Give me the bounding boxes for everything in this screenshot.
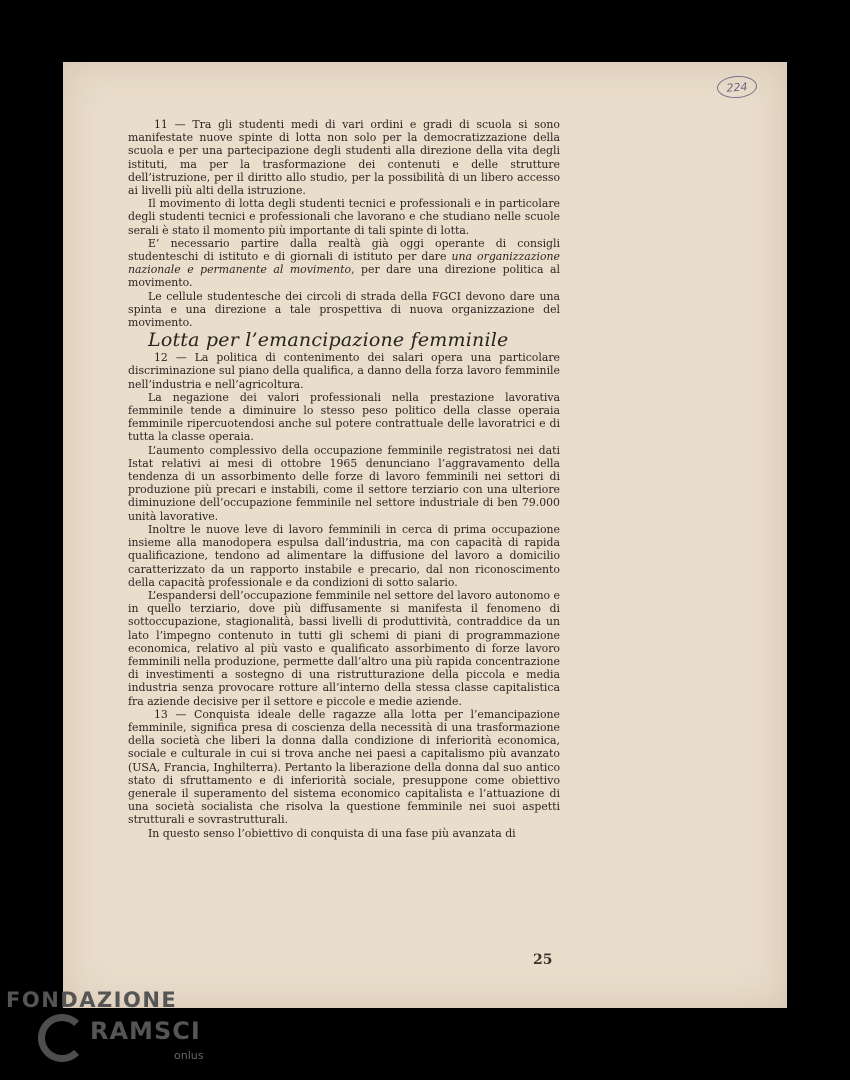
watermark-onlus: onlus (174, 1049, 204, 1062)
paragraph-necessario (128, 237, 560, 290)
paragraph-12: 12 — La politica di contenimento dei salari opera una particolare discriminazione sul piano della qualifica, a danno della forza lavoro femminile nell’industria e nell’agricoltura. (128, 351, 560, 391)
paragraph-necessario-after: , per dare una direzione politica al movimento. (128, 263, 560, 290)
archive-stamp: 224 (716, 75, 757, 100)
paragraph-inoltre: Inoltre le nuove leve di lavoro femminili in cerca di prima occupazione insieme alla manodopera espulsa dall’industria, ma con capacità di rapida qualificazione, tendono ad alimentare la diffusione del lavoro a domicilio caratterizzato da un rapporto instabile e precario, dal non riconoscimento della capacità professionale e da condizioni di sotto salario. (128, 522, 560, 589)
body-text (128, 118, 560, 840)
paragraph-cellule: Le cellule studentesche dei circoli di strada della FGCI devono dare una spinta e una direzione a tale prospettiva di nuova organizzazione del movimento. (128, 289, 560, 330)
page-number: 25 (533, 952, 553, 968)
paragraph-movimento: Il movimento di lotta degli studenti tecnici e professionali e in particolare degli studenti tecnici e professionali che lavorano e che studiano nelle scuole serali è stato il momento più importante di tali spinte di lotta. (128, 197, 560, 237)
paragraph-aumento: L’aumento complessivo della occupazione femminile registratosi nei dati Istat relativi ai mesi di ottobre 1965 denunciano l’aggravamento della tendenza di un assorbimento delle forze di lavoro femminili nei settori di produzione più precari e instabili, come il settore terziario con una ulteriore diminuzione dell’occupazione femminile nel settore industriale di ben 79.000 unità lavorative. (128, 443, 560, 523)
paragraph-11: 11 — Tra gli studenti medi di vari ordini e gradi di scuola si sono manifestate nuove spinte di lotta non solo per la democratizzazione della scuola e per una partecipazione degli studenti alla direzione della vita degli istituti, ma per la trasformazione dei contenuti e delle strutture dell’istruzione, per il diritto allo studio, per la possibilità di un libero accesso ai livelli più alti della istruzione. (128, 118, 560, 198)
document-page (63, 62, 787, 1008)
section-heading: Lotta per l’emancipazione femminile (148, 329, 509, 352)
paragraph-necessario-emphasis: una organizzazione nazionale e permanente al movimento (128, 250, 560, 277)
paragraph-espandersi: L’espandersi dell’occupazione femminile nel settore del lavoro autonomo e in quello terziario, dove più diffusamente si manifesta il fenomeno di sottoccupazione, stagionalità, bassi livelli di produttività, contraddice da un lato l’impegno contenuto in tutti gli schemi di piani di programmazione economica, relativo al più vasto e qualificato assorbimento di forze lavoro femminili nella produzione, permette dall’altro una più rapida concentrazione di investimenti a sostegno di una ristrutturazione della piccola e media industria senza provocare rotture all’interno della stessa classe capitalistica fra aziende decisive per il settore e piccole e medie aziende. (128, 588, 560, 708)
paragraph-13: 13 — Conquista ideale delle ragazze alla lotta per l’emancipazione femminile, significa presa di coscienza della necessità di una trasformazione della società che liberi la donna dalla condizione di inferiorità economica, sociale e culturale in cui si trova anche nei paesi a capitalismo più avanzato (USA, Francia, Inghilterra). Pertanto la liberazione della donna dal suo antico stato di sfruttamento e di inferiorità sociale, presuppone come obiettivo generale il superamento del sistema economico capitalista e l’attuazione di una società socialista che risolva la questione femminile nei suoi aspetti strutturali e sovrastrutturali. (128, 707, 560, 827)
watermark-gramsci: RAMSCI (90, 1017, 201, 1045)
watermark-fondazione: FONDAZIONE (6, 988, 178, 1012)
watermark-g-logo-icon (38, 1014, 86, 1062)
paragraph-necessario-before: E’ necessario partire dalla realtà già oggi operante di consigli studenteschi di istituto e di giornali di istituto per dare (128, 236, 560, 264)
paragraph-negazione: La negazione dei valori professionali nella prestazione lavorativa femminile tende a diminuire lo stesso peso politico della classe operaia femminile ripercuotendosi anche sul potere contrattuale delle lavoratrici e di tutta la classe operaia. (128, 390, 560, 444)
paragraph-in-questo-senso: In questo senso l’obiettivo di conquista di una fase più avanzata di (148, 826, 516, 840)
